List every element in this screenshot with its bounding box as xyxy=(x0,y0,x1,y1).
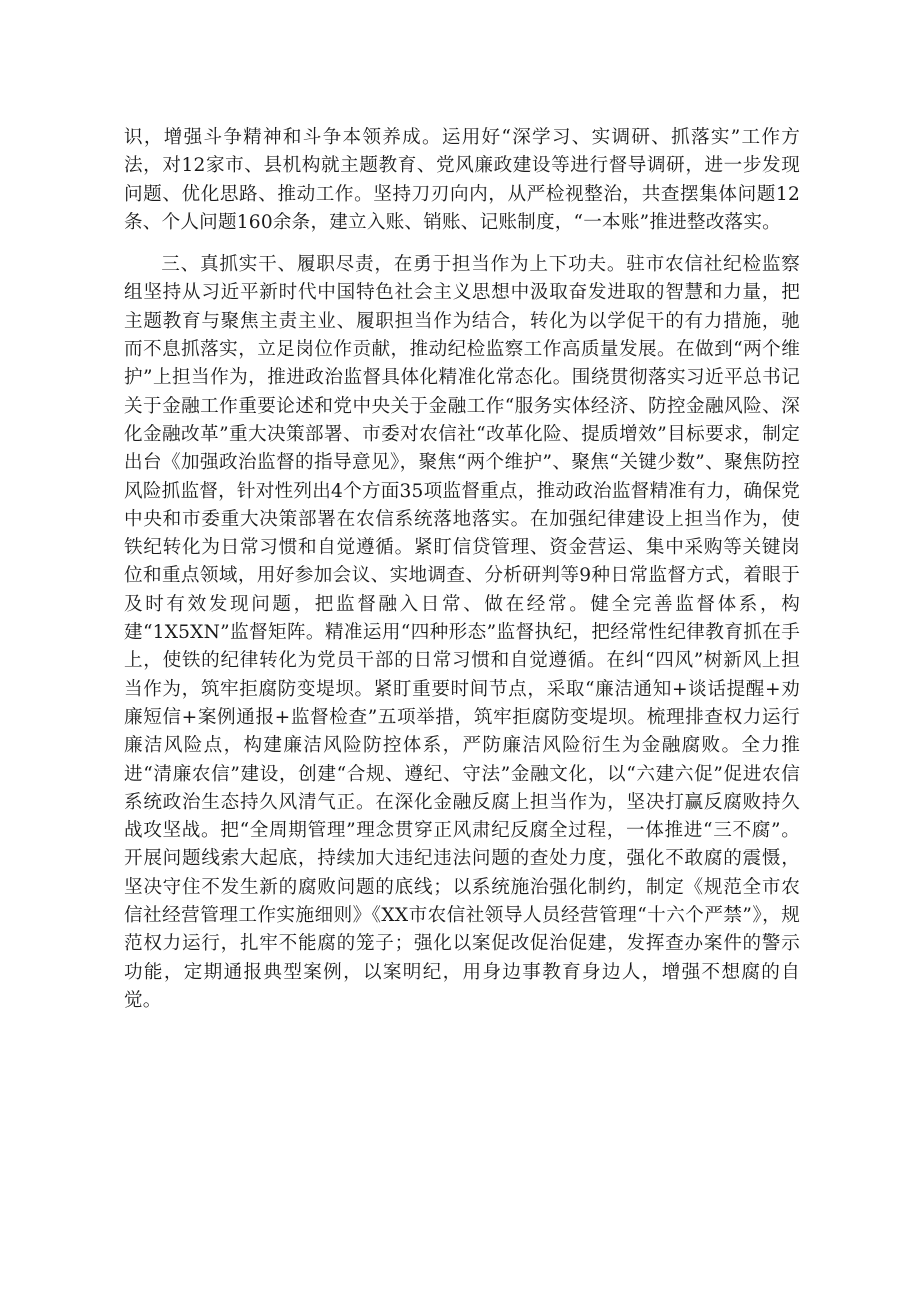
document-body xyxy=(124,124,800,1015)
paragraph-continuation: 识，增强斗争精神和斗争本领养成。运用好“深学习、实调研、抓落实”工作方法，对12家市、县机构就主题教育、党风廉政建设等进行督导调研，进一步发现问题、优化思路、推动工作。坚持刀刃向内，从严检视整治，共查摆集体问题12条、个人问题160余条，建立入账、销账、记账制度，“一本账”推进整改落实。 xyxy=(124,127,800,233)
paragraph-section-three: 三、真抓实干、履职尽责，在勇于担当作为上下功夫。驻市农信社纪检监察组坚持从习近平新时代中国特色社会主义思想中汲取奋发进取的智慧和力量，把主题教育与聚焦主责主业、履职担当作为结合，转化为以学促干的有力措施，驰而不息抓落实，立足岗位作贡献，推动纪检监察工作高质量发展。在做到“两个维护”上担当作为，推进政治监督具体化精准化常态化。围绕贯彻落实习近平总书记关于金融工作重要论述和党中央关于金融工作“服务实体经济、防控金融风险、深化金融改革”重大决策部署、市委对农信社“改革化险、提质增效”目标要求，制定出台《加强政治监督的指导意见》，聚焦“两个维护”、聚焦“关键少数”、聚焦防控风险抓监督，针对性列出4个方面35项监督重点，推动政治监督精准有力，确保党中央和市委重大决策部署在农信系统落地落实。在加强纪律建设上担当作为，使铁纪转化为日常习惯和自觉遵循。紧盯信贷管理、资金营运、集中采购等关键岗位和重点领域，用好参加会议、实地调查、分析研判等9种日常监督方式，着眼于及时有效发现问题，把监督融入日常、做在经常。健全完善监督体系，构建“1X5XN”监督矩阵。精准运用“四种形态”监督执纪，把经常性纪律教育抓在手上，使铁的纪律转化为党员干部的日常习惯和自觉遵循。在纠“四风”树新风上担当作为，筑牢拒腐防变堤坝。紧盯重要时间节点，采取“廉洁通知+谈话提醒+劝廉短信+案例通报+监督检查”五项举措，筑牢拒腐防变堤坝。梳理排查权力运行廉洁风险点，构建廉洁风险防控体系，严防廉洁风险衍生为金融腐败。全力推进“清廉农信”建设，创建“合规、遵纪、守法”金融文化，以“六建六促”促进农信系统政治生态持久风清气正。在深化金融反腐上担当作为，坚决打赢反腐败持久战攻坚战。把“全周期管理”理念贯穿正风肃纪反腐全过程，一体推进“三不腐”。开展问题线索大起底，持续加大违纪违法问题的查处力度，强化不敢腐的震慑，坚决守住不发生新的腐败问题的底线；以系统施治强化制约，制定《规范全市农信社经营管理工作实施细则》《XX市农信社领导人员经营管理“十六个严禁”》，规范权力运行，扎牢不能腐的笼子；强化以案促改促治促建，发挥查办案件的警示功能，定期通报典型案例，以案明纪，用身边事教育身边人，增强不想腐的自觉。 xyxy=(124,254,800,1011)
